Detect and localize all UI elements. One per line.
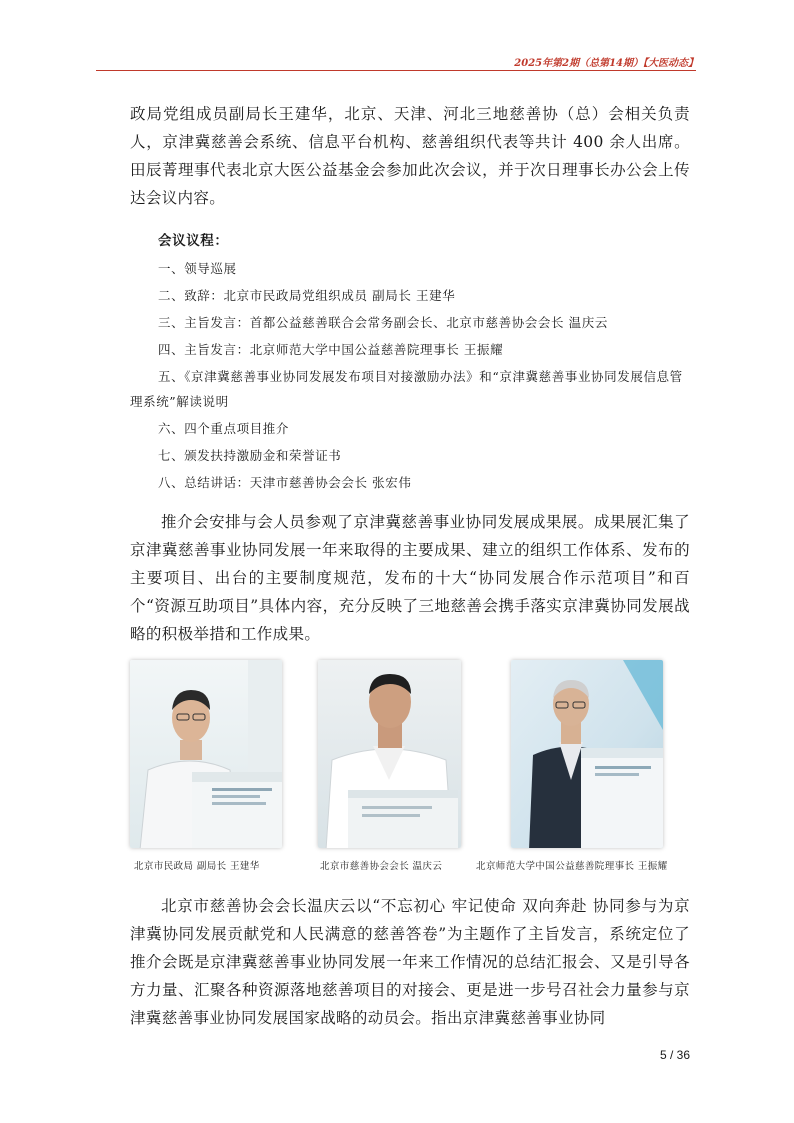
agenda-item: 五、《京津冀慈善事业协同发展发布项目对接激励办法》和“京津冀慈善事业协同发展信息管理系统”解读说明 bbox=[130, 369, 683, 409]
meeting-agenda bbox=[130, 228, 690, 496]
speaker-photo-2 bbox=[318, 660, 461, 848]
photo-caption: 北京市民政局 副局长 王建华 bbox=[134, 861, 260, 872]
photo-caption: 北京师范大学中国公益慈善院理事长 王振耀 bbox=[476, 861, 668, 872]
agenda-item: 八、总结讲话：天津市慈善协会会长 张宏伟 bbox=[158, 475, 412, 490]
speaker-photo-1 bbox=[130, 660, 282, 848]
agenda-item: 三、主旨发言：首都公益慈善联合会常务副会长、北京市慈善协会会长 温庆云 bbox=[158, 315, 608, 330]
agenda-item: 七、颁发扶持激励金和荣誉证书 bbox=[158, 448, 342, 463]
paragraph-exhibition: 推介会安排与会人员参观了京津冀慈善事业协同发展成果展。成果展汇集了京津冀慈善事业协同发展一年来取得的主要成果、建立的组织工作体系、发布的主要项目、出台的主要制度规范，发布的十大“协同发展合作示范项目”和百个“资源互助项目”具体内容，充分反映了三地慈善会携手落实京津冀协同发展战略的积极举措和工作成果。 bbox=[130, 513, 690, 643]
paragraph-speech: 北京市慈善协会会长温庆云以“不忘初心 牢记使命 双向奔赴 协同参与为京津冀协同发展贡献党和人民满意的慈善答卷”为主题作了主旨发言，系统定位了推介会既是京津冀慈善事业协同发展一年来工作情况的总结汇报会、又是引导各方力量、汇聚各种资源落地慈善项目的对接会、更是进一步号召社会力量参与京津冀慈善事业协同发展国家战略的动员会。指出京津冀慈善事业协同 bbox=[130, 897, 690, 1027]
agenda-item: 一、领导巡展 bbox=[158, 261, 237, 276]
agenda-item: 四、主旨发言：北京师范大学中国公益慈善院理事长 王振耀 bbox=[158, 342, 504, 357]
header-rule bbox=[96, 70, 696, 71]
agenda-item: 二、致辞：北京市民政局党组织成员 副局长 王建华 bbox=[158, 288, 456, 303]
agenda-item: 六、四个重点项目推介 bbox=[158, 421, 290, 436]
agenda-title: 会议议程： bbox=[158, 233, 229, 249]
speaker-photo-3 bbox=[511, 660, 663, 848]
photo-caption: 北京市慈善协会会长 温庆云 bbox=[320, 861, 443, 872]
page-number: 5 / 36 bbox=[659, 1048, 690, 1062]
paragraph-intro: 政局党组成员副局长王建华，北京、天津、河北三地慈善协（总）会相关负责人，京津冀慈善会系统、信息平台机构、慈善组织代表等共计 400 余人出席。田辰菁理事代表北京大医公益基金会参加此次会议，并于次日理事长办公会上传达会议内容。 bbox=[130, 105, 690, 207]
issue-header: 2025年第2期（总第14期）【大医动态】 bbox=[514, 58, 698, 69]
